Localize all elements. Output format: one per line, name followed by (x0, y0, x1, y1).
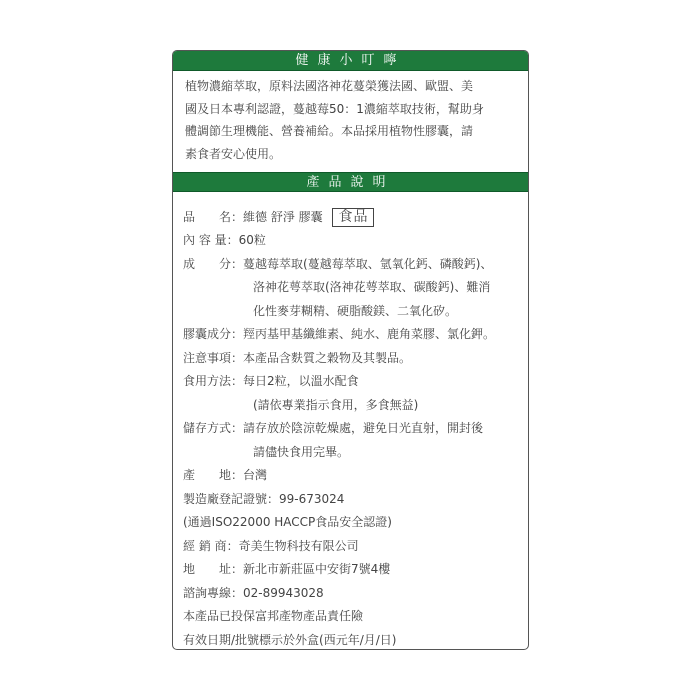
health-tips-line: 國及日本專利認證，蔓越莓50：1濃縮萃取技術，幫助身 (185, 101, 484, 116)
health-tips-line: 植物濃縮萃取，原料法國洛神花蔓榮獲法國、歐盟、美 (185, 79, 474, 93)
certification-note: (通過ISO22000 HACCP食品安全認證) (183, 515, 392, 530)
distributor-value: 奇美生物科技有限公司 (238, 538, 359, 553)
factory-registration: 製造廠登記證號：99-673024 (183, 491, 345, 506)
address-label: 地 址： (183, 562, 244, 577)
distributor-row (183, 535, 528, 559)
storage-label: 儲存方式： (183, 421, 244, 436)
storage-line: 請儘快食用完畢。 (253, 444, 350, 459)
health-tips-text (173, 71, 528, 166)
origin-row (183, 464, 528, 488)
hotline-label: 諮詢專線： (183, 585, 244, 600)
product-info-header: 產品說明 (173, 172, 528, 192)
product-info-list (173, 192, 528, 650)
product-name-label: 品 名： (183, 209, 244, 224)
product-label-card (172, 50, 529, 650)
distributor-label: 經 銷 商： (183, 538, 239, 553)
food-badge: 食品 (332, 208, 374, 227)
ingredients-line: 洛神花萼萃取(洛神花萼萃取、碳酸鈣)、難消 (253, 280, 491, 295)
capsule-value: 羥丙基甲基纖維素、純水、鹿角菜膠、氯化鉀。 (243, 327, 496, 342)
ingredients-line: 蔓越莓萃取(蔓越莓萃取、氫氧化鈣、磷酸鈣)、 (243, 256, 493, 271)
insurance-note: 本產品已投保富邦產物產品責任險 (183, 609, 364, 624)
ingredients-row (183, 253, 528, 277)
quantity-row (183, 229, 528, 253)
health-tips-line: 體調節生理機能、營養補給。本品採用植物性膠囊，請 (185, 124, 474, 139)
origin-value: 台灣 (243, 468, 268, 483)
storage-row (183, 417, 528, 441)
ingredients-label: 成 分： (183, 256, 244, 271)
quantity-value: 60粒 (238, 233, 266, 248)
usage-row (183, 370, 528, 394)
origin-label: 產 地： (183, 468, 244, 483)
capsule-label: 膠囊成分： (183, 327, 244, 342)
usage-line: 每日2粒，以溫水配食 (243, 374, 359, 389)
capsule-row (183, 323, 528, 347)
expiry-note: 有效日期/批號標示於外盒(西元年/月/日) (183, 632, 397, 647)
storage-line: 請存放於陰涼乾燥處，避免日光直射，開封後 (243, 421, 484, 436)
hotline-value: 02-89943028 (243, 585, 324, 600)
caution-value: 本產品含麩質之穀物及其製品。 (243, 350, 412, 365)
hotline-row (183, 582, 528, 606)
product-name-row (183, 206, 528, 230)
address-row (183, 558, 528, 582)
usage-line: (請依專業指示食用，多食無益) (253, 397, 419, 412)
health-tips-header: 健康小叮嚀 (173, 51, 528, 71)
caution-row (183, 347, 528, 371)
quantity-label: 內 容 量： (183, 233, 239, 248)
caution-label: 注意事項： (183, 350, 244, 365)
ingredients-line: 化性麥芽糊精、硬脂酸鎂、二氧化矽。 (253, 303, 458, 318)
health-tips-line: 素食者安心使用。 (185, 147, 282, 162)
address-value: 新北市新莊區中安街7號4樓 (243, 562, 391, 577)
product-name-value: 維德 舒淨 膠囊 (243, 209, 323, 224)
usage-label: 食用方法： (183, 374, 244, 389)
